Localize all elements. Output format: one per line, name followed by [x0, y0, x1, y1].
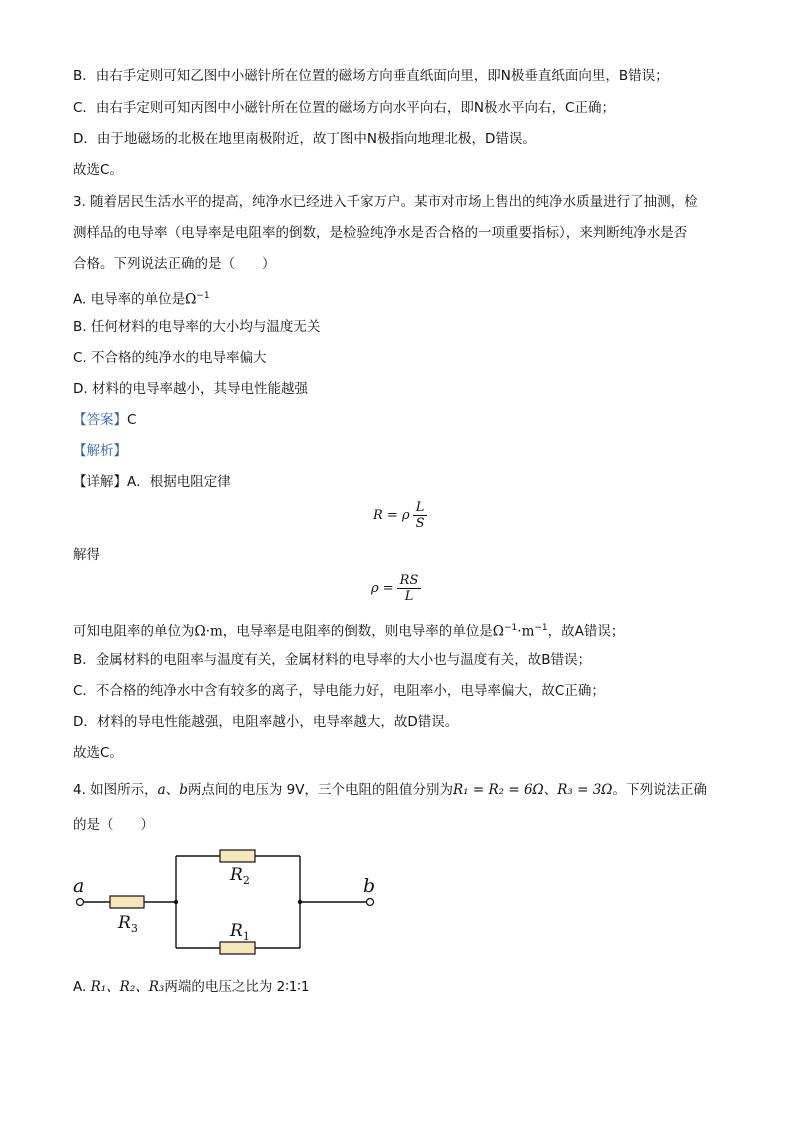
junction-right [298, 900, 302, 904]
junction-left [174, 900, 178, 904]
formula1-denominator: S [415, 516, 425, 531]
prev-option-c: C．由右手定则可知丙图中小磁针所在位置的磁场方向水平向右，即N极水平向右，C正确； [73, 100, 615, 116]
line-a-part1: 可知电阻率的单位为 [73, 623, 195, 640]
detail-tag: 【详解】 [73, 474, 127, 490]
detail-line-c: C．不合格的纯净水中含有较多的离子，导电能力好，电阻率小，电导率偏大，故C正确； [73, 683, 605, 699]
q4-option-a [73, 977, 309, 997]
q3-option-a [73, 286, 210, 310]
q3-answer [73, 410, 136, 430]
q4-eq2: R₃ = 3Ω [557, 782, 613, 798]
q3-analysis [73, 441, 127, 461]
q4-point-b: b [179, 782, 188, 798]
detail-line-b: B．金属材料的电阻率与温度有关，金属材料的电导率的大小也与温度有关，故B错误； [73, 652, 592, 668]
q4-sep: 、 [165, 782, 180, 798]
q4-eq-sep: 、 [543, 782, 558, 798]
detail-line-d: D．材料的导电性能越强，电阻率越小，电导率越大，故D错误。 [73, 714, 459, 730]
q3-option-a-unit: Ω [185, 291, 197, 308]
line-a-part3: ，故A错误； [547, 623, 625, 640]
q3-option-b: B. 任何材料的电导率的大小均与温度无关 [73, 319, 321, 335]
q3-conclusion: 故选C。 [73, 745, 123, 761]
label-a: a [73, 875, 85, 897]
circuit-diagram [68, 845, 388, 965]
analysis-tag: 【解析】 [73, 443, 127, 459]
q3-stem-line3: 合格。下列说法正确的是（ ） [73, 256, 276, 272]
q4-stem-part3: 。下列说法正确 [612, 782, 708, 798]
q4-stem-part2: 两点间的电压为 9V，三个电阻的阻值分别为 [187, 782, 454, 798]
formula2-fraction [397, 573, 422, 604]
resistor-r2 [220, 850, 255, 862]
prev-conclusion: 故选C。 [73, 162, 123, 178]
solve-text: 解得 [73, 547, 100, 563]
q4-point-a: a [157, 782, 166, 798]
q4-option-a-vars: R₁、R₂、R₃ [90, 979, 165, 995]
line-a-unit1: Ω·m [194, 623, 223, 640]
terminal-b [367, 899, 374, 906]
prev-option-d: D．由于地磁场的北极在地里南极附近，故丁图中N极指向地理北极，D错误。 [73, 131, 536, 147]
line-a-unit2a: Ω [492, 623, 504, 640]
q3-option-a-text: A. 电导率的单位是 [73, 291, 186, 308]
line-a-exp1: −1 [504, 623, 518, 633]
detail-line-a [73, 618, 624, 642]
q3-detail [73, 472, 231, 492]
resistor-r1 [220, 942, 255, 954]
answer-tag: 【答案】 [73, 412, 127, 428]
formula-resistance-law [373, 500, 428, 531]
q4-stem-line1 [73, 780, 707, 800]
detail-a-text: A．根据电阻定律 [127, 474, 231, 490]
formula1-numerator: L [413, 500, 428, 516]
q3-stem-line1: 3. 随着居民生活水平的提高，纯净水已经进入千家万户。某市对市场上售出的纯净水质量进行了抽测，检 [73, 194, 698, 210]
formula-resistivity [371, 573, 421, 604]
prev-option-b: B．由右手定则可知乙图中小磁针所在位置的磁场方向垂直纸面向里，即N极垂直纸面向里，B错误； [73, 68, 669, 84]
q4-stem-line2: 的是（ ） [73, 817, 154, 833]
q4-option-a-text: 两端的电压之比为 2∶1∶1 [164, 979, 310, 995]
q4-stem-part1: 4. 如图所示， [73, 782, 158, 798]
label-r1: $R_1$ [230, 921, 250, 943]
formula2-lhs: ρ = [371, 581, 394, 596]
q4-option-a-prefix: A. [73, 979, 91, 995]
q3-option-d: D. 材料的电导率越小，其导电性能越强 [73, 381, 308, 397]
q3-stem-line2: 测样品的电导率（电导率是电阻率的倒数，是检验纯净水是否合格的一项重要指标），来判断纯净水是否 [73, 225, 688, 241]
line-a-part2: ，电导率是电阻率的倒数，则电导率的单位是 [222, 623, 493, 640]
resistor-r3 [110, 896, 144, 908]
label-r2: $R_2$ [230, 865, 250, 887]
label-b: b [363, 875, 376, 897]
q3-option-c: C. 不合格的纯净水的电导率偏大 [73, 350, 267, 366]
q4-eq1: R₁ = R₂ = 6Ω [453, 782, 544, 798]
line-a-unit2b: ·m [517, 623, 535, 640]
q3-option-a-exp: −1 [196, 291, 210, 301]
terminal-a [77, 899, 84, 906]
answer-value: C [127, 412, 137, 428]
formula2-numerator: RS [397, 573, 422, 589]
formula2-denominator: L [404, 589, 414, 604]
formula1-lhs: R = ρ [373, 508, 410, 523]
label-r3: $R_3$ [118, 913, 138, 935]
line-a-exp2: −1 [534, 623, 548, 633]
formula1-fraction [413, 500, 428, 531]
